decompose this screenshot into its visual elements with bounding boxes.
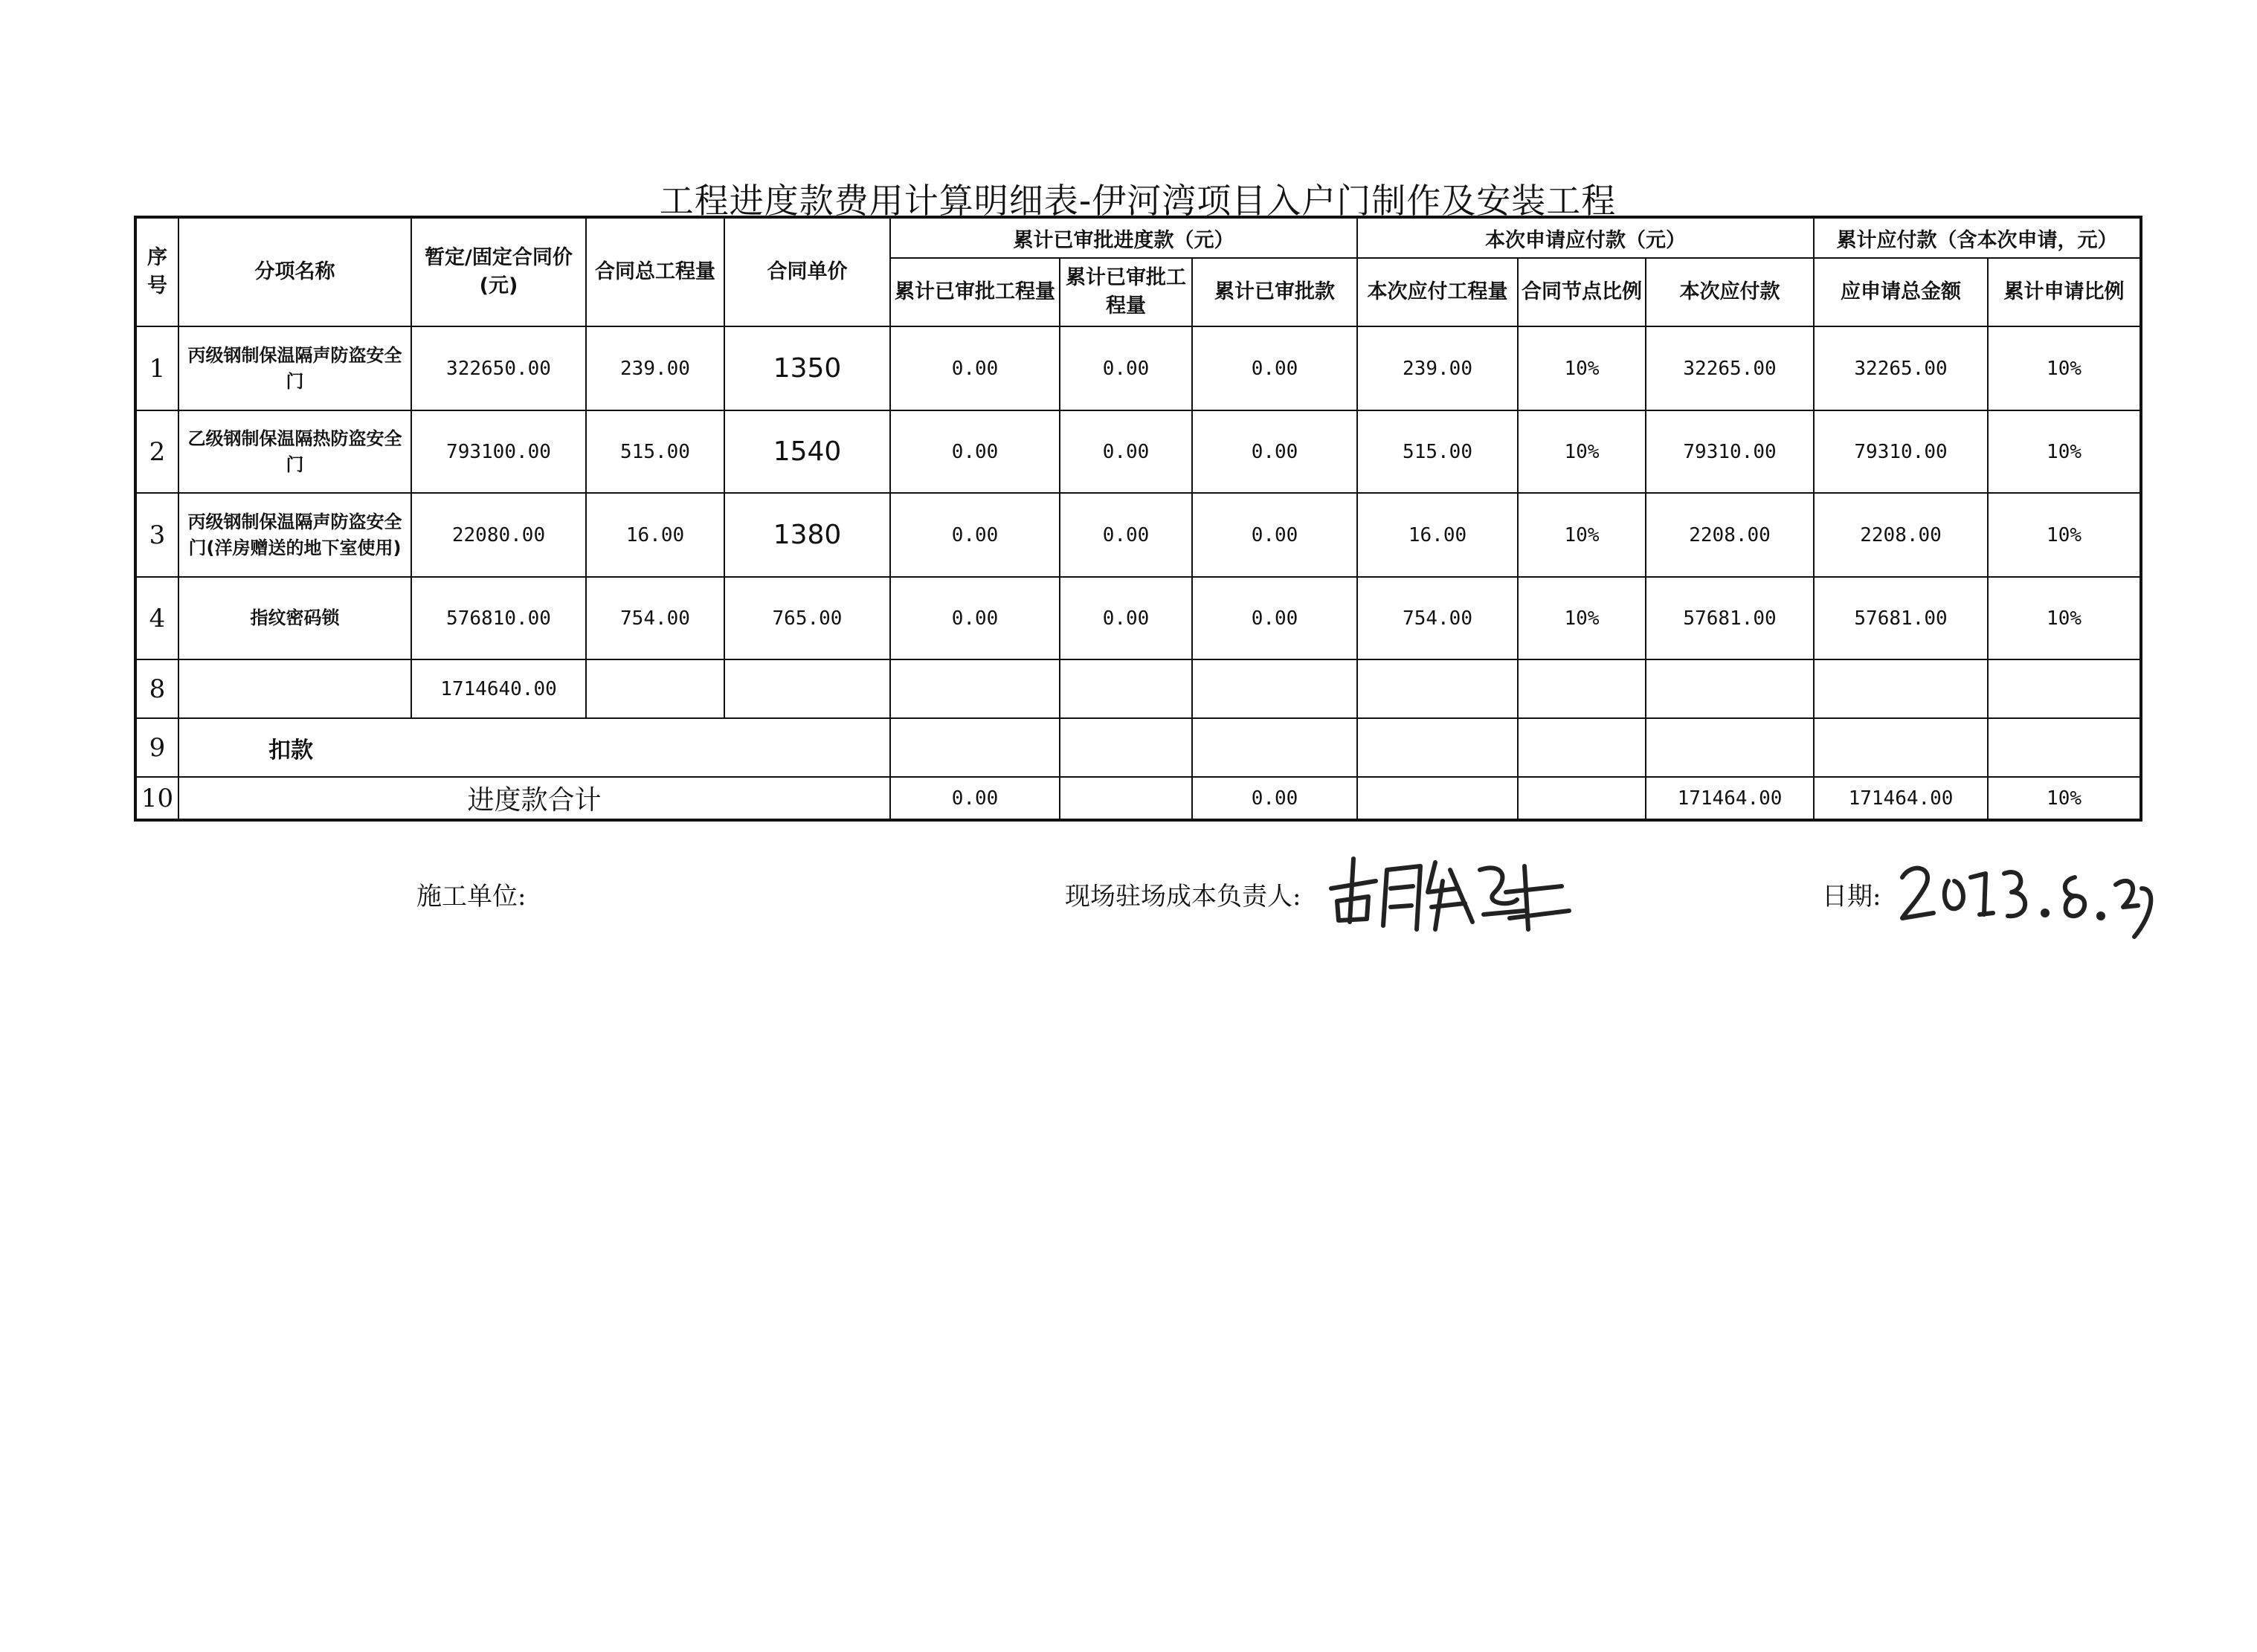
progress-payment-table: [134, 216, 2142, 822]
row-seq: 2: [135, 410, 178, 493]
row-item-name: 丙级钢制保温隔声防盗安全门: [178, 326, 411, 410]
row-current-amount: 32265.00: [1646, 326, 1814, 410]
header-current-amount: 本次应付款: [1646, 258, 1814, 326]
row-approved-amount: 0.00: [1192, 577, 1357, 659]
table-row: [135, 410, 2141, 493]
header-group-cumulative: 累计应付款（含本次申请，元）: [1814, 217, 2141, 258]
header-approved-qty-1: 累计已审批工程量: [890, 258, 1060, 326]
header-group-current: 本次申请应付款（元）: [1357, 217, 1814, 258]
row-cum-ratio: 10%: [1988, 577, 2141, 659]
contractor-label: 施工单位:: [416, 882, 527, 911]
header-contract-price: 暂定/固定合同价(元): [411, 217, 586, 326]
row-seq: 10: [135, 777, 178, 820]
row-empty: [178, 659, 411, 718]
row-apply-total: 2208.00: [1814, 493, 1988, 577]
table-row-deduction: [135, 718, 2141, 777]
row-contract-price: 576810.00: [411, 577, 586, 659]
row-node-ratio: 10%: [1518, 577, 1646, 659]
row-approved-amount: 0.00: [1192, 493, 1357, 577]
row-contract-price-subtotal: 1714640.00: [411, 659, 586, 718]
row-unit-price: 1540: [724, 410, 890, 493]
row-seq: 3: [135, 493, 178, 577]
header-group-approved: 累计已审批进度款（元）: [890, 217, 1357, 258]
row-current-amount: 79310.00: [1646, 410, 1814, 493]
row-current-amount: 57681.00: [1646, 577, 1814, 659]
table-row: [135, 577, 2141, 659]
row-approved-qty-1: 0.00: [890, 493, 1060, 577]
header-row-1: [135, 217, 2141, 258]
table-row: [135, 493, 2141, 577]
row-item-name: 乙级钢制保温隔热防盗安全门: [178, 410, 411, 493]
row-apply-total: 79310.00: [1814, 410, 1988, 493]
table-row-subtotal: [135, 659, 2141, 718]
total-approved-qty-1: 0.00: [890, 777, 1060, 820]
row-approved-qty-1: 0.00: [890, 326, 1060, 410]
row-node-ratio: 10%: [1518, 493, 1646, 577]
row-approved-qty-2: 0.00: [1060, 410, 1192, 493]
row-current-qty: 239.00: [1357, 326, 1518, 410]
total-cum-ratio: 10%: [1988, 777, 2141, 820]
row-approved-qty-1: 0.00: [890, 577, 1060, 659]
row-seq: 4: [135, 577, 178, 659]
row-seq: 9: [135, 718, 178, 777]
row-approved-qty-2: 0.00: [1060, 326, 1192, 410]
row-approved-amount: 0.00: [1192, 326, 1357, 410]
row-unit-price: 765.00: [724, 577, 890, 659]
row-cum-ratio: 10%: [1988, 410, 2141, 493]
table-row: [135, 326, 2141, 410]
handwritten-signature: [1324, 848, 1577, 944]
header-item-name: 分项名称: [178, 217, 411, 326]
row-cum-ratio: 10%: [1988, 326, 2141, 410]
row-node-ratio: 10%: [1518, 326, 1646, 410]
header-approved-amount: 累计已审批款: [1192, 258, 1357, 326]
progress-total-label: 进度款合计: [178, 777, 890, 820]
header-cum-ratio: 累计申请比例: [1988, 258, 2141, 326]
row-total-qty: 515.00: [586, 410, 724, 493]
handwritten-date: [1896, 848, 2164, 952]
row-unit-price: 1350: [724, 326, 890, 410]
row-total-qty: 754.00: [586, 577, 724, 659]
header-node-ratio: 合同节点比例: [1518, 258, 1646, 326]
total-approved-amount: 0.00: [1192, 777, 1357, 820]
row-approved-qty-2: 0.00: [1060, 493, 1192, 577]
row-apply-total: 32265.00: [1814, 326, 1988, 410]
row-current-amount: 2208.00: [1646, 493, 1814, 577]
row-apply-total: 57681.00: [1814, 577, 1988, 659]
row-unit-price: 1380: [724, 493, 890, 577]
header-total-qty: 合同总工程量: [586, 217, 724, 326]
cost-manager-label: 现场驻场成本负责人:: [1065, 882, 1301, 911]
row-current-qty: 754.00: [1357, 577, 1518, 659]
row-item-name: 指纹密码锁: [178, 577, 411, 659]
row-current-qty: 16.00: [1357, 493, 1518, 577]
date-label: 日期:: [1822, 882, 1881, 911]
total-apply-total: 171464.00: [1814, 777, 1988, 820]
row-current-qty: 515.00: [1357, 410, 1518, 493]
row-item-name: 丙级钢制保温隔声防盗安全门(洋房赠送的地下室使用): [178, 493, 411, 577]
header-approved-qty-2: 累计已审批工程量: [1060, 258, 1192, 326]
header-unit-price: 合同单价: [724, 217, 890, 326]
row-seq: 8: [135, 659, 178, 718]
header-seq: 序号: [135, 217, 178, 326]
row-node-ratio: 10%: [1518, 410, 1646, 493]
row-cum-ratio: 10%: [1988, 493, 2141, 577]
row-contract-price: 22080.00: [411, 493, 586, 577]
row-seq: 1: [135, 326, 178, 410]
row-approved-qty-1: 0.00: [890, 410, 1060, 493]
row-total-qty: 239.00: [586, 326, 724, 410]
table-row-total: [135, 777, 2141, 820]
header-apply-total: 应申请总金额: [1814, 258, 1988, 326]
deduction-label: 扣款: [178, 718, 890, 777]
row-contract-price: 322650.00: [411, 326, 586, 410]
row-approved-qty-2: 0.00: [1060, 577, 1192, 659]
row-total-qty: 16.00: [586, 493, 724, 577]
document-title: 工程进度款费用计算明细表-伊河湾项目入户门制作及安装工程: [659, 181, 1617, 221]
total-current-amount: 171464.00: [1646, 777, 1814, 820]
header-current-qty: 本次应付工程量: [1357, 258, 1518, 326]
row-contract-price: 793100.00: [411, 410, 586, 493]
row-approved-amount: 0.00: [1192, 410, 1357, 493]
